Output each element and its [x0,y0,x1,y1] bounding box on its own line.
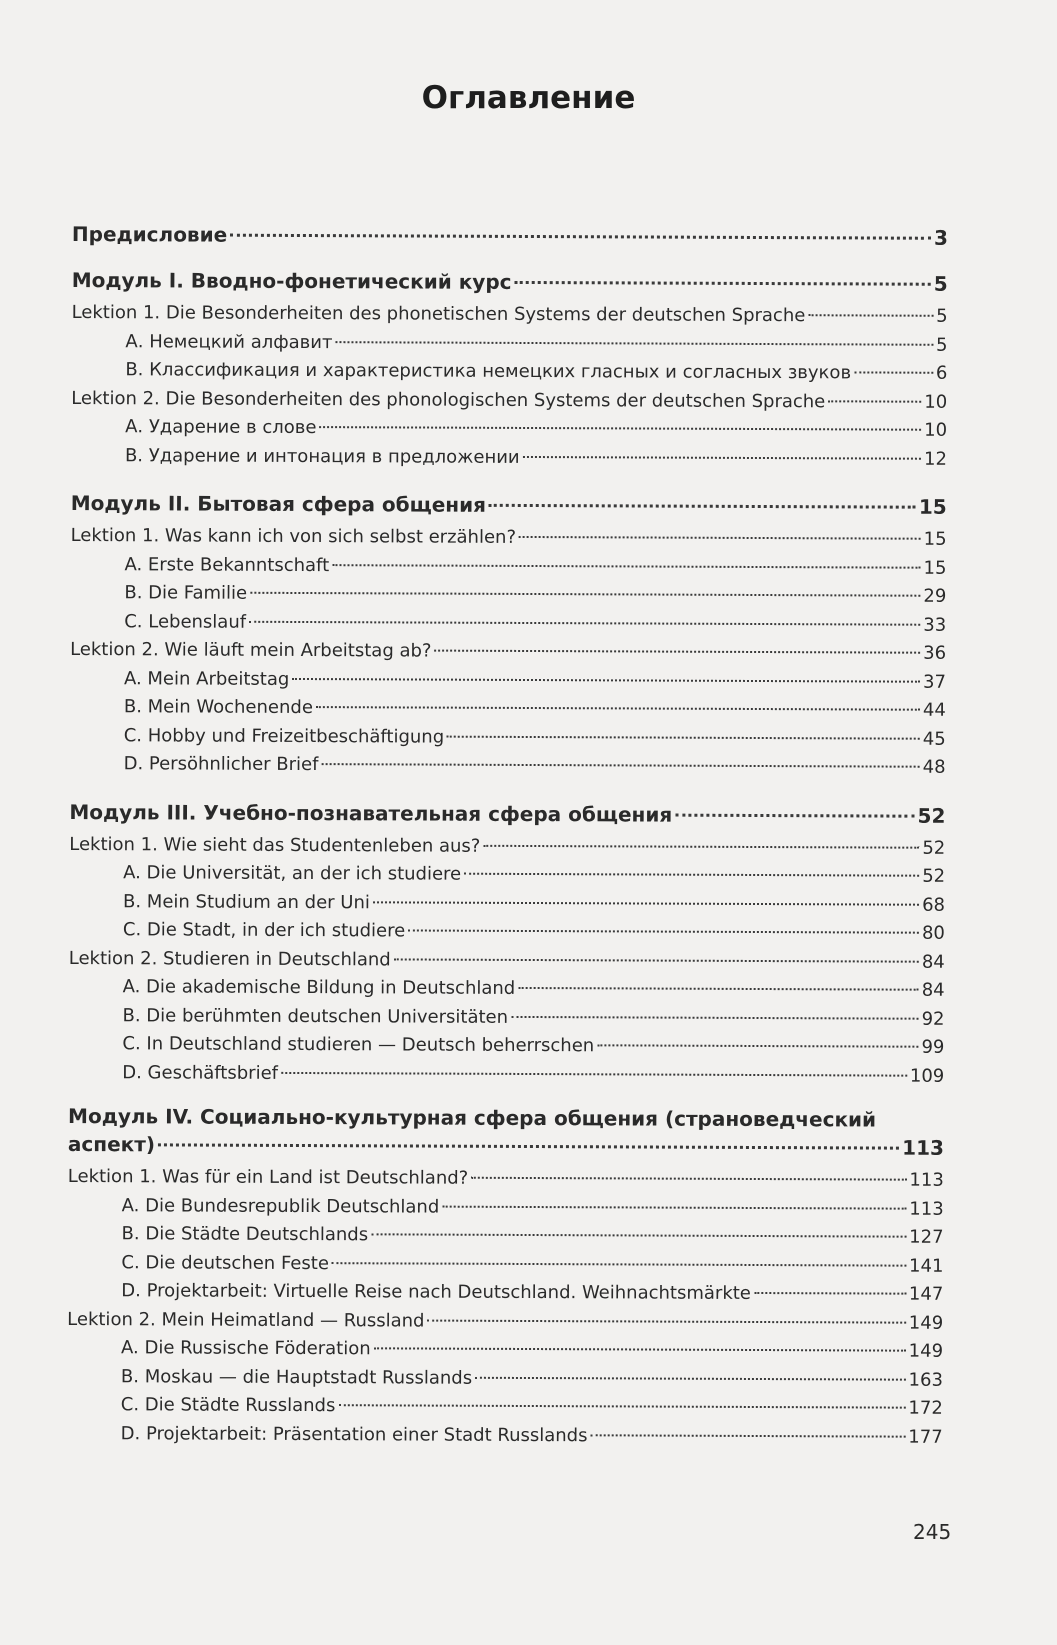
toc-page-number: 127 [909,1226,944,1248]
toc-page-number: 3 [933,225,948,250]
dot-leader [316,688,920,711]
table-of-contents [67,218,948,1451]
dot-leader [471,1159,906,1181]
toc-page-number: 80 [921,922,945,944]
toc-module [69,795,945,827]
toc-item-label: D. Geschäftsbrief [122,1061,279,1084]
toc-item-label: D. Projektarbeit: Präsentation einer Stadt Russlands [120,1422,588,1446]
toc-module-label: Модуль III. Учебно-познавательная сфера общения [69,799,673,827]
toc-item-label: A. Die Universität, an der ich studiere [123,862,462,885]
dot-leader [158,1123,899,1149]
toc-page-number: 177 [908,1426,943,1448]
dot-leader [854,353,933,373]
toc-item-label: D. Projektarbeit: Virtuelle Reise nach Deutschland. Weihnachtsmärkte [121,1280,751,1304]
toc-item [70,749,946,781]
toc-entry-label: Предисловие [71,221,228,247]
toc-item-label: А. Ударение в слове [125,416,317,439]
toc-item-label: B. Mein Wochenende [123,696,313,719]
toc-page-number: 10 [924,419,948,441]
page-title: Оглавление [421,80,636,116]
toc-item-label: B. Ударение и интонация в предложении [124,444,520,468]
dot-leader [394,940,919,962]
toc-page-number: 149 [908,1312,944,1334]
toc-page-number: 113 [909,1198,944,1220]
dot-leader [518,969,919,991]
toc-item-label: B. Die Familie [124,582,248,604]
toc-page-number: 149 [908,1340,944,1362]
dot-leader [511,997,919,1019]
dot-leader [338,1386,905,1408]
toc-page-number: 92 [921,1008,945,1030]
toc-page-number: 48 [922,756,946,778]
dot-leader [428,1301,906,1323]
dot-leader [515,261,931,286]
toc-page-number: 29 [923,585,947,607]
toc-page-number: 147 [908,1283,944,1305]
dot-leader [754,1274,906,1295]
toc-page-number: 52 [922,865,946,887]
toc-module-label-cont [68,1128,944,1160]
toc-item [71,440,947,472]
toc-item-label: D. Persöhnlicher Brief [123,753,319,776]
toc-page-number: 113 [902,1135,945,1160]
dot-leader [483,826,919,848]
toc-item [71,326,947,358]
dot-leader [249,602,920,625]
toc-module [68,1104,944,1160]
toc-preface [72,218,948,250]
toc-item-label: A. Mein Arbeitstag [123,667,290,690]
toc-page-number: 109 [909,1065,945,1087]
toc-item-label: C. Die Städte Russlands [120,1394,336,1417]
dot-leader [332,546,921,569]
toc-page-number: 15 [918,494,947,519]
toc-item-label: A. Die Russische Föderation [121,1337,371,1360]
toc-module [71,487,947,519]
dot-leader [408,911,919,933]
dot-leader [597,1026,918,1047]
dot-leader [475,1358,906,1380]
toc-page-number: 15 [923,528,947,550]
toc-item-label: C. In Deutschland studieren — Deutsch beherrschen [122,1033,595,1057]
toc-item-label: A. Die akademische Bildung in Deutschland [122,976,516,999]
dot-leader [335,323,933,346]
dot-leader [373,883,919,905]
dot-leader [523,437,921,459]
toc-page-number: 113 [909,1169,944,1191]
toc-module [72,264,948,296]
dot-leader [489,484,916,509]
toc-page-number: 37 [923,671,947,693]
toc-page-number: 33 [923,614,947,636]
toc-item-label: A. Erste Bekanntschaft [124,553,330,576]
dot-leader [374,1329,906,1351]
toc-lesson-label: Lektion 2. Studieren in Deutschland [68,947,391,970]
toc-page-number: 163 [908,1369,943,1391]
toc-lesson-label: Lektion 1. Was für ein Land ist Deutschland? [67,1165,469,1189]
toc-item-label: C. Hobby und Freizeitbeschäftigung [123,724,445,748]
toc-page-number: 5 [933,271,948,296]
dot-leader [464,855,919,877]
toc-page-number: 52 [922,837,946,859]
toc-lesson-label: Lektion 1. Was kann ich von sich selbst erzählen? [70,524,517,548]
toc-page-number: 84 [921,951,945,973]
toc-lesson-label: Lektion 2. Die Besonderheiten des phonologischen Systems der deutschen Sprache [71,387,826,412]
toc-page-number: 6 [935,362,948,384]
toc-page-number: 172 [908,1397,943,1419]
dot-leader [319,408,921,431]
dot-leader [675,793,914,817]
toc-page-number: 36 [923,642,947,664]
dot-leader [435,632,921,654]
toc-item-label: C. Lebenslauf [124,610,247,633]
toc-page-number: 44 [922,699,946,721]
toc-item-label: B. Die berühmten deutschen Universitäten [122,1004,509,1028]
toc-item-label: A. Die Bundesrepublik Deutschland [121,1194,440,1218]
dot-leader [808,296,933,317]
toc-lesson-label: Lektion 1. Die Besonderheiten des phonetischen Systems der deutschen Sprache [71,301,806,327]
toc-page-number: 99 [921,1036,945,1058]
dot-leader [321,745,919,768]
dot-leader [442,1187,906,1209]
dot-leader [292,659,920,682]
dot-leader [281,1053,907,1076]
toc-item-label: B. Классификация и характеристика немецких гласных и согласных звуков [125,359,852,384]
dot-leader [332,1244,906,1267]
toc-lesson-label: Lektion 1. Wie sieht das Studentenleben aus? [69,833,481,857]
toc-item-label: B. Moskau — die Hauptstadt Russlands [120,1365,473,1389]
toc-page-number: 52 [917,803,946,828]
toc-page-number: 12 [924,448,948,470]
toc-module-label: Модуль I. Вводно-фонетический курс [71,267,512,294]
toc-page-number: 5 [935,334,948,356]
toc-module-label: Модуль II. Бытовая сфера общения [70,490,487,517]
toc-page-number: 68 [922,894,946,916]
toc-page-number: 15 [923,557,947,579]
toc-page-number: 10 [924,391,948,413]
toc-item [71,355,947,387]
toc-lesson-label: Lektion 2. Mein Heimatland — Russland [67,1308,425,1332]
toc-item-label: C. Die deutschen Feste [121,1251,329,1274]
toc-module-label: Модуль IV. Социально-культурная сфера общения (страноведческий [68,1103,877,1132]
dot-leader [371,1215,906,1237]
toc-item [68,1057,944,1089]
toc-item [67,1418,943,1450]
toc-item-label: А. Немецкий алфавит [125,330,333,353]
toc-item-label: B. Mein Studium an der Uni [122,890,370,913]
toc-item-label: C. Die Stadt, in der ich studiere [122,919,406,942]
toc-page-number: 45 [922,728,946,750]
toc-page-number: 84 [921,979,945,1001]
toc-item-label: B. Die Städte Deutschlands [121,1223,369,1246]
dot-leader [230,214,931,240]
toc-lesson-label: Lektion 2. Wie läuft mein Arbeitstag ab? [70,638,432,662]
dot-leader [447,717,920,739]
toc-page-number: 141 [909,1255,944,1277]
dot-leader [519,518,921,540]
dot-leader [591,1416,906,1437]
dot-leader [250,574,920,597]
page-number: 245 [913,1520,952,1544]
toc-page-number: 5 [936,305,948,327]
dot-leader [828,382,921,402]
toc-module-label: аспект) [67,1131,156,1157]
